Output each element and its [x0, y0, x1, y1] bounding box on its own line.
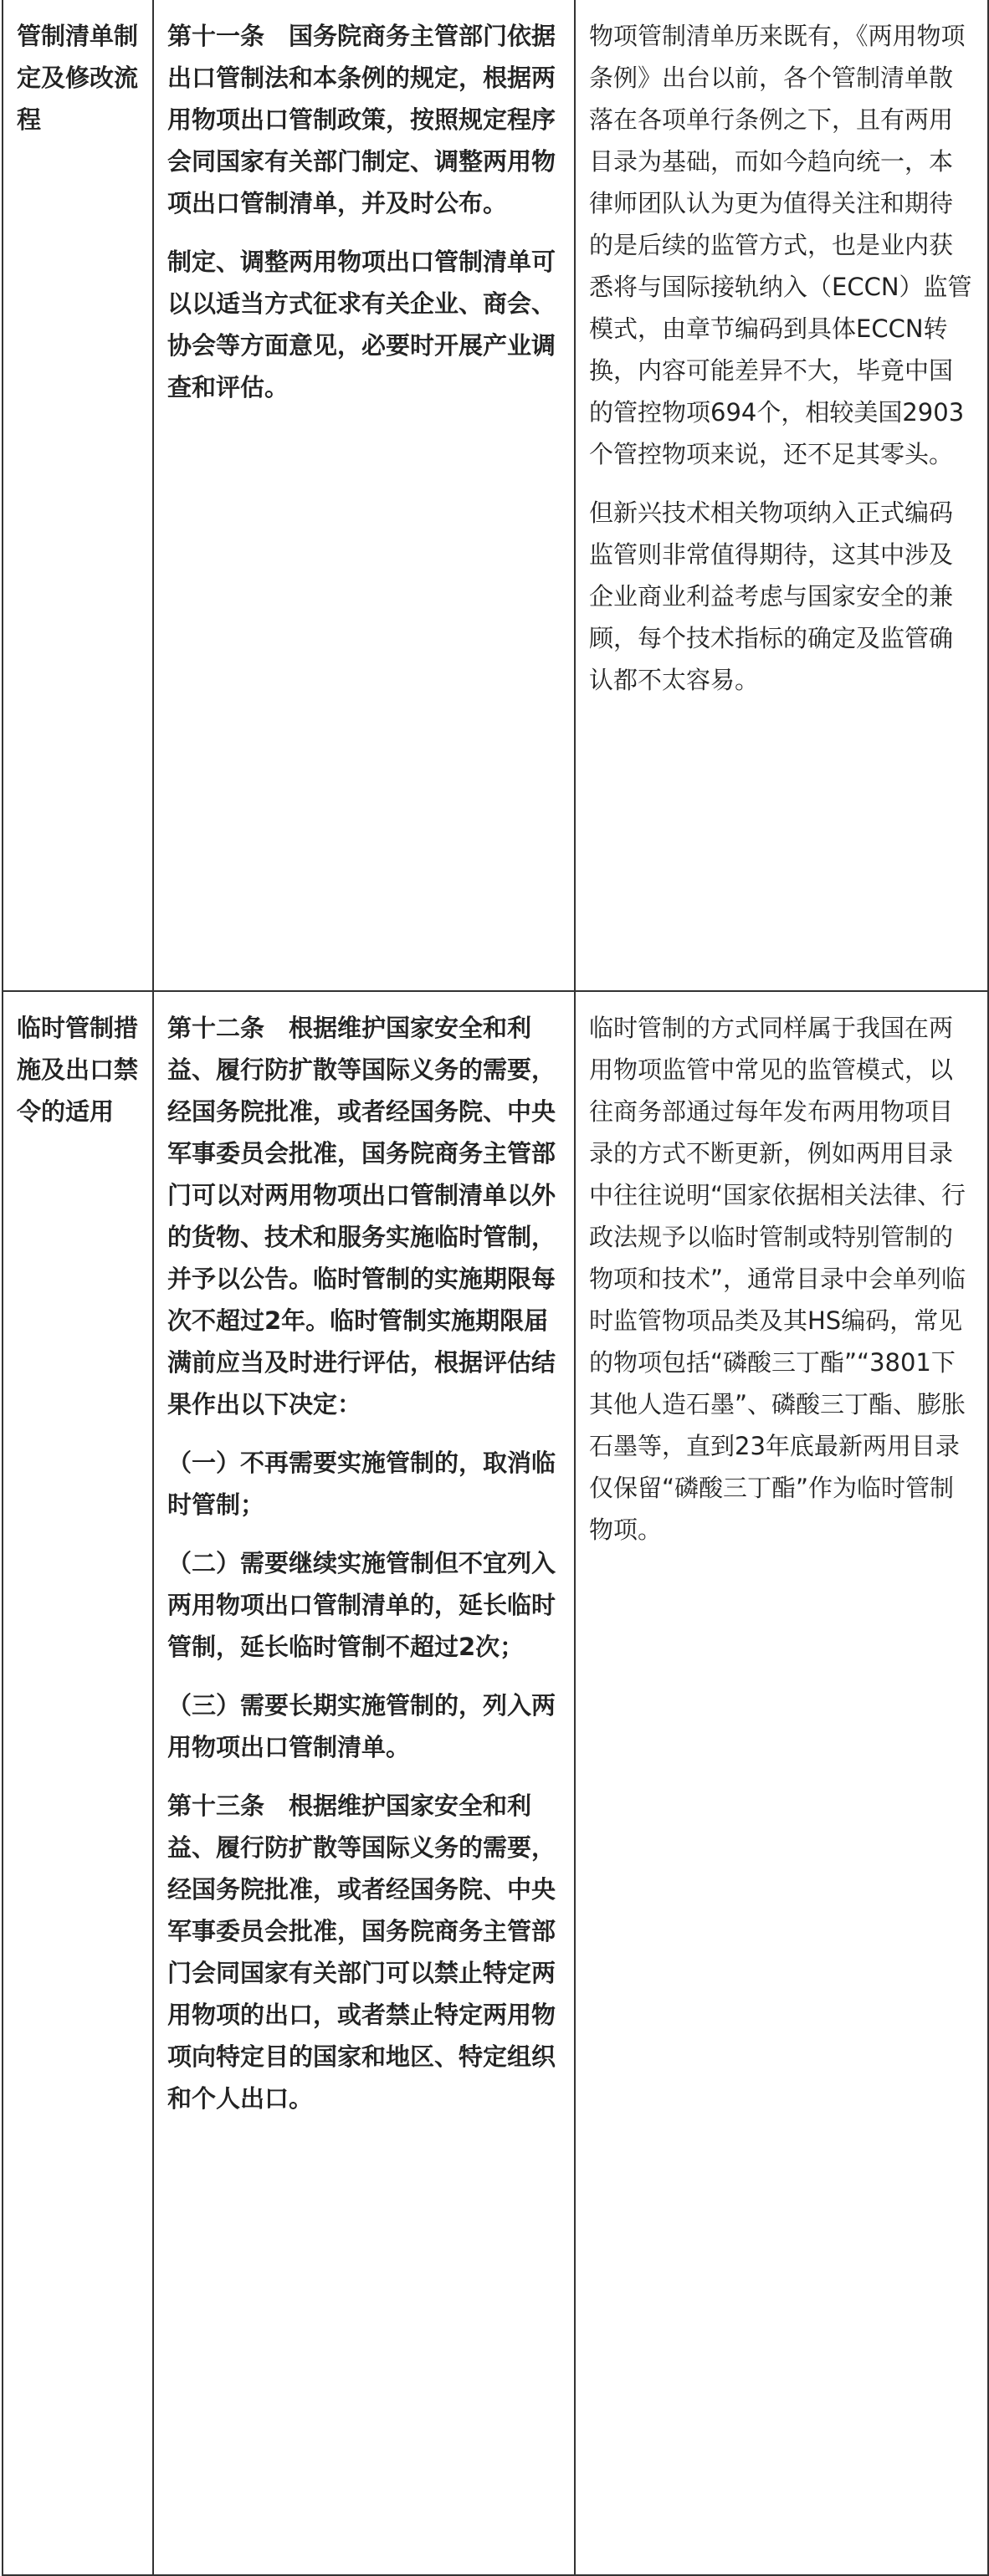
topic-cell — [3, 0, 153, 991]
law-paragraph: 第十二条 根据维护国家安全和利益、履行防扩散等国际义务的需要，经国务院批准，或者经国务院、中央军事委员会批准，国务院商务主管部门可以对两用物项出口管制清单以外的货物、技术和服务实施临时管制，并予以公告。临时管制的实施期限每次不超过2年。临时管制实施期限届满前应当及时进行评估，根据评估结果作出以下决定： — [167, 1014, 556, 1418]
topic-cell — [3, 991, 153, 2575]
commentary-paragraph: 但新兴技术相关物项纳入正式编码监管则非常值得期待，这其中涉及企业商业利益考虑与国家安全的兼顾，每个技术指标的确定及监管确认都不太容易。 — [589, 498, 954, 694]
regulation-comparison-table — [2, 0, 989, 2576]
commentary-cell — [575, 991, 988, 2575]
law-paragraph: （二）需要继续实施管制但不宜列入两用物项出口管制清单的，延长临时管制，延长临时管制不超过2次； — [167, 1549, 556, 1661]
law-text-cell — [153, 0, 575, 991]
topic-label: 管制清单制定及修改流程 — [17, 22, 139, 134]
law-paragraph: 第十三条 根据维护国家安全和利益、履行防扩散等国际义务的需要，经国务院批准，或者经国务院、中央军事委员会批准，国务院商务主管部门会同国家有关部门可以禁止特定两用物项的出口，或者禁止特定两用物项向特定目的国家和地区、特定组织和个人出口。 — [167, 1791, 556, 2113]
law-text-cell — [153, 991, 575, 2575]
commentary-paragraph: 临时管制的方式同样属于我国在两用物项监管中常见的监管模式，以往商务部通过每年发布两用物项目录的方式不断更新，例如两用目录中往往说明“国家依据相关法律、行政法规予以临时管制或特别管制的物项和技术”，通常目录中会单列临时监管物项品类及其HS编码，常见的物项包括“磷酸三丁酯”“3801下其他人造石墨”、磷酸三丁酯、膨胀石墨等，直到23年底最新两用目录仅保留“磷酸三丁酯”作为临时管制物项。 — [589, 1014, 966, 1544]
law-paragraph: （一）不再需要实施管制的，取消临时管制； — [167, 1449, 556, 1519]
commentary-paragraph: 物项管制清单历来既有，《两用物项条例》出台以前，各个管制清单散落在各项单行条例之下，且有两用目录为基础，而如今趋向统一，本律师团队认为更为值得关注和期待的是后续的监管方式，也是业内获悉将与国际接轨纳入（ECCN）监管模式，由章节编码到具体ECCN转换，内容可能差异不大，毕竟中国的管控物项694个，相较美国2903个管控物项来说，还不足其零头。 — [589, 22, 972, 468]
commentary-cell — [575, 0, 988, 991]
topic-label: 临时管制措施及出口禁令的适用 — [17, 1014, 139, 1126]
law-paragraph: 第十一条 国务院商务主管部门依据出口管制法和本条例的规定，根据两用物项出口管制政策，按照规定程序会同国家有关部门制定、调整两用物项出口管制清单，并及时公布。 — [167, 22, 556, 217]
table-row — [3, 0, 988, 991]
law-paragraph: （三）需要长期实施管制的，列入两用物项出口管制清单。 — [167, 1691, 556, 1761]
table-row — [3, 991, 988, 2575]
law-paragraph: 制定、调整两用物项出口管制清单可以以适当方式征求有关企业、商会、协会等方面意见，必要时开展产业调查和评估。 — [167, 248, 556, 401]
